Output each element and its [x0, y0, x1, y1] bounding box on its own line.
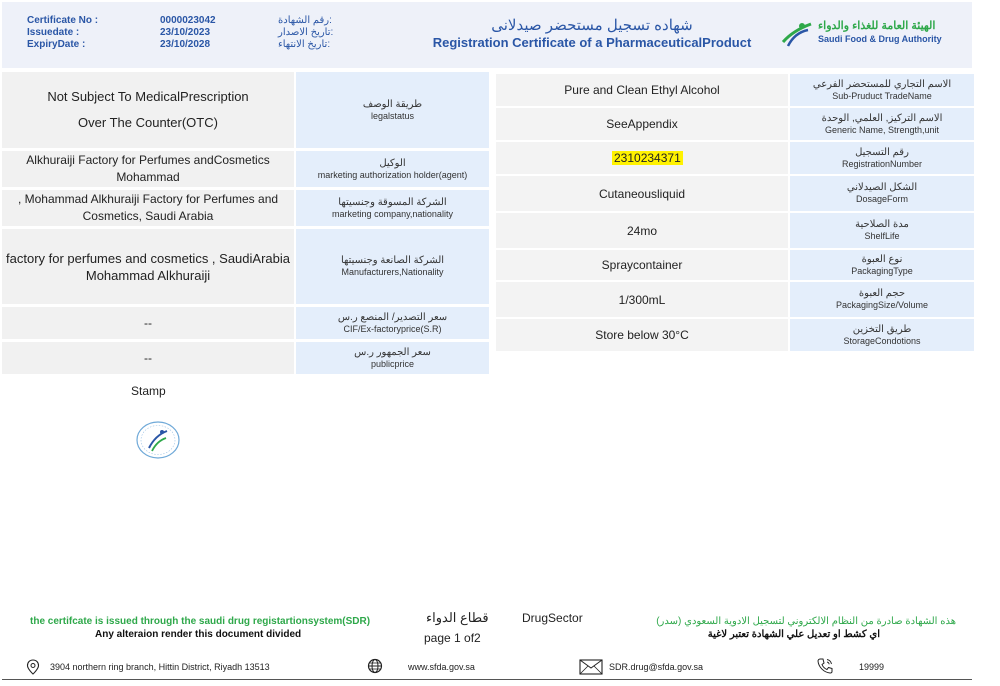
trade-name-label — [790, 74, 974, 106]
cell-text: , Mohammad Alkhuraiji Factory for Perfumes and — [17, 192, 279, 206]
location-pin-icon — [26, 659, 40, 675]
trade-name-value — [496, 74, 788, 106]
cif-price-value — [2, 307, 294, 339]
logo-text-en: Saudi Food & Drug Authority — [818, 34, 942, 44]
label-en: DosageForm — [855, 194, 909, 204]
title-english: Registration Certificate of a PharmaceuticalProduct — [432, 35, 752, 50]
logo-text-ar: الهيئة العامة للغذاء والدواء — [818, 20, 936, 32]
label-en: Sub-Pruduct TradeName — [832, 90, 932, 101]
label-ar: الشركة الصانعة وجنسيتها — [340, 255, 445, 266]
globe-icon — [367, 658, 383, 674]
registration-number-highlight: 2310234371 — [614, 151, 681, 165]
label-en: legalstatus — [370, 110, 415, 121]
cell-text: Spraycontainer — [601, 258, 683, 272]
packaging-type-value — [496, 250, 788, 280]
cell-text: -- — [144, 350, 152, 365]
label-ar: الوكيل — [379, 157, 406, 169]
cell-text: 1/300mL — [618, 292, 666, 307]
cell-text: Cutaneousliquid — [598, 186, 686, 201]
issuedate-ar: تاريخ الاصدار: — [278, 27, 334, 38]
agent-label — [296, 151, 489, 187]
dosage-form-value — [496, 176, 788, 211]
cell-text: SeeAppendix — [606, 117, 678, 131]
packaging-size-label — [790, 282, 974, 317]
dosage-form-label — [790, 176, 974, 211]
storage-label — [790, 319, 974, 351]
label-en: CIF/Ex-factoryprice(S.R) — [343, 323, 442, 334]
label-ar: مدة الصلاحية — [855, 219, 909, 230]
expiry-ar: تاريخ الانتهاء: — [278, 39, 331, 50]
marketing-company-value — [2, 190, 294, 226]
manufacturer-value — [2, 229, 294, 304]
generic-name-value — [496, 108, 788, 140]
cell-text: Over The Counter(OTC) — [78, 115, 218, 130]
label-ar: حجم العبوة — [858, 288, 906, 299]
page-number: page 1 of2 — [424, 631, 481, 645]
sfda-logo-icon — [780, 20, 814, 48]
footer-address: 3904 northern ring branch, Hittin District, Riyadh 13513 — [50, 662, 270, 672]
label-ar: طريقة الوصف — [362, 98, 423, 110]
expiry-label: ExpiryDate : — [27, 39, 86, 50]
footer-sdr-ar: هذه الشهادة صادرة من النظام الالكتروني لتسجيل الادوية السعودي (سدر) — [656, 616, 956, 627]
label-en: Manufacturers,Nationality — [341, 267, 444, 277]
certificate-no-value: 0000023042 — [160, 15, 216, 26]
cell-text: Cosmetics, Saudi Arabia — [82, 209, 214, 223]
issuedate-value: 23/10/2023 — [160, 27, 211, 38]
label-ar: رقم التسجيل — [855, 146, 909, 158]
label-en: PackagingType — [851, 265, 913, 276]
label-en: StorageCondotions — [843, 335, 921, 346]
shelf-life-label — [790, 213, 974, 248]
label-en: publicprice — [370, 358, 415, 369]
label-en: marketing authorization holder(agent) — [317, 169, 468, 180]
label-en: PackagingSize/Volume — [835, 300, 929, 310]
label-ar: سعر التصدير/ المنصع ر.س — [337, 311, 448, 323]
phone-icon — [816, 657, 834, 675]
cell-text: -- — [144, 315, 152, 330]
footer-email-link[interactable]: SDR.drug@sfda.gov.sa — [609, 662, 704, 672]
certificate-header — [2, 2, 972, 68]
footer-phone: 19999 — [859, 662, 885, 672]
shelf-life-value — [496, 213, 788, 248]
expiry-value: 23/10/2028 — [160, 39, 211, 50]
cell-text: Store below 30°C — [595, 328, 689, 342]
certificate-no-ar: رقم الشهادة: — [278, 15, 332, 26]
manufacturer-label — [296, 229, 489, 304]
label-ar: الاسم التجاري للمستحضر الفرعي — [812, 78, 952, 90]
packaging-type-label — [790, 250, 974, 280]
footer-website-link[interactable]: www.sfda.gov.sa — [408, 662, 475, 672]
public-price-label — [296, 342, 489, 374]
cell-text: Mohammad — [116, 170, 180, 184]
cell-text: Alkhuraiji Factory for Perfumes andCosmetics — [26, 153, 270, 167]
title-arabic: شهاده تسجيل مستحضر صيدلانى — [491, 17, 693, 34]
issuedate-label: Issuedate : — [27, 27, 80, 38]
cif-price-label — [296, 307, 489, 339]
marketing-company-label — [296, 190, 489, 226]
label-en: Generic Name, Strength,unit — [824, 124, 940, 135]
label-ar: الشركة المسوقة وجنسيتها — [338, 196, 447, 208]
storage-value — [496, 319, 788, 351]
label-en: marketing company,nationality — [332, 208, 453, 219]
footer-divided-en: Any alteraion render this document divided — [95, 629, 302, 640]
agent-value — [2, 151, 294, 187]
registration-number-label — [790, 142, 974, 174]
footer-divider — [2, 679, 972, 680]
generic-name-label — [790, 108, 974, 140]
footer-sdr-en: the certifcate is issued through the saudi drug registartionsystem(SDR) — [30, 616, 371, 627]
cell-text: Not Subject To MedicalPrescription — [47, 89, 249, 104]
label-ar: نوع العبوة — [861, 253, 903, 265]
stamp-label: Stamp — [131, 384, 166, 398]
legalstatus-value — [2, 72, 294, 148]
envelope-icon — [579, 659, 603, 675]
label-ar: الاسم التركيز, العلمي, الوحدة — [821, 112, 943, 124]
footer-divided-ar: اي كشط او تعديل علي الشهادة تعتبر لاغية — [707, 629, 880, 640]
footer-sector-ar: قطاع الدواء — [426, 610, 489, 625]
label-en: ShelfLife — [864, 231, 900, 241]
footer-sector-en: DrugSector — [522, 611, 583, 625]
label-ar: الشكل الصيدلاني — [846, 182, 918, 193]
cell-text: Mohammad Alkhuraiji — [85, 267, 211, 283]
label-en: RegistrationNumber — [841, 158, 923, 169]
label-ar: طريق التخزين — [852, 323, 912, 335]
public-price-value — [2, 342, 294, 374]
registration-number-value — [496, 142, 788, 174]
stamp-seal-icon — [135, 420, 181, 460]
label-ar: سعر الجمهور ر.س — [354, 346, 431, 358]
packaging-size-value — [496, 282, 788, 317]
legalstatus-label — [296, 72, 489, 148]
certificate-no-label: Certificate No : — [27, 15, 99, 26]
cell-text: Pure and Clean Ethyl Alcohol — [564, 83, 720, 97]
cell-text: 24mo — [626, 223, 658, 238]
cell-text: factory for perfumes and cosmetics , SaudiArabia — [6, 250, 290, 266]
